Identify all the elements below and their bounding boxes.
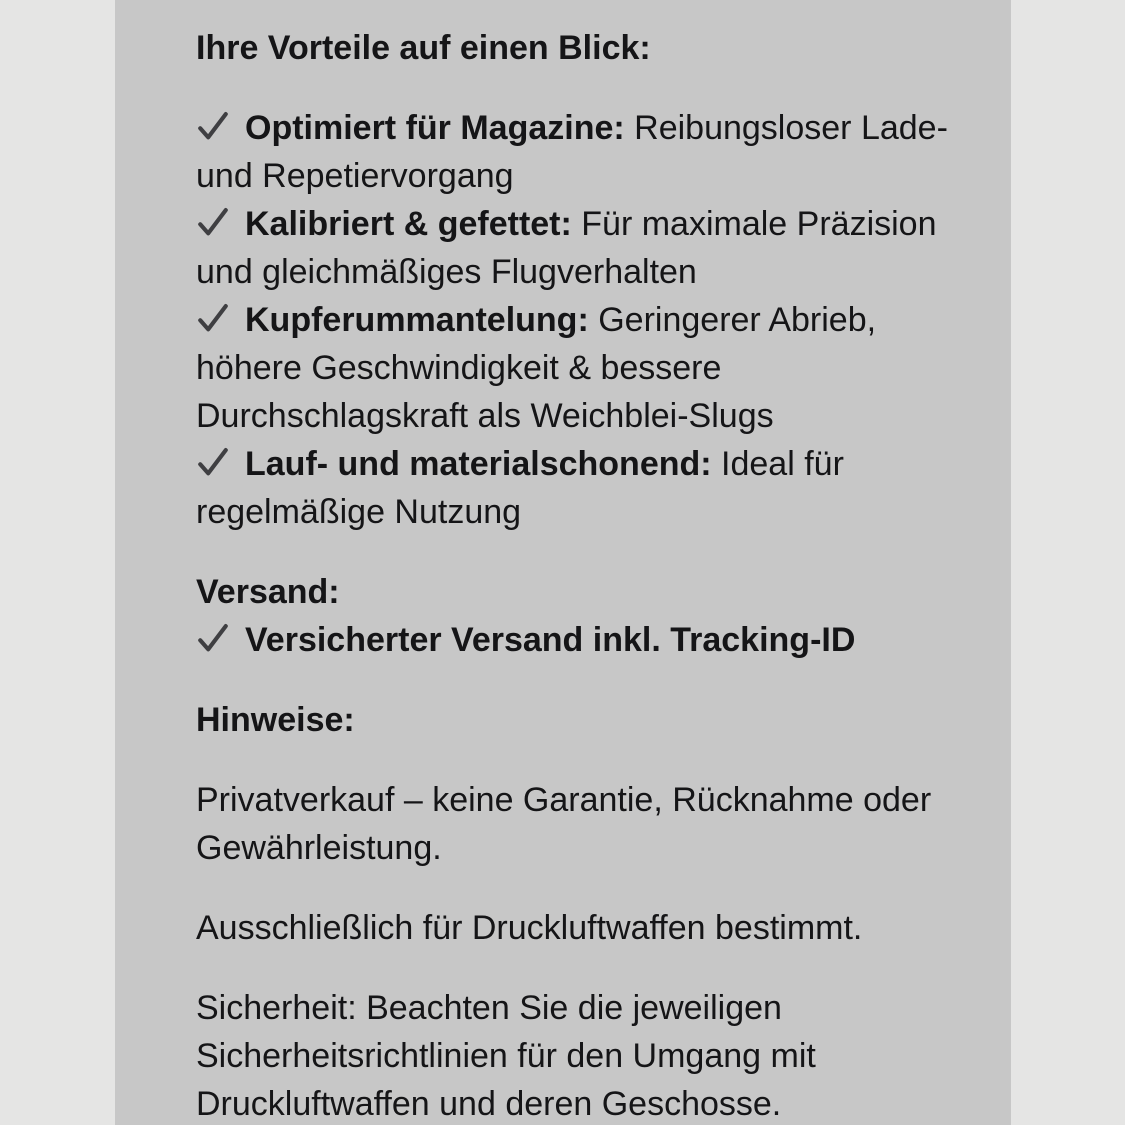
check-icon — [196, 109, 230, 143]
check-icon — [196, 301, 230, 335]
check-icon — [196, 205, 230, 239]
benefit-label: Kupferummantelung: — [245, 301, 589, 339]
benefit-label: Lauf- und materialschonend: — [245, 445, 712, 483]
note-paragraph: Sicherheit: Beachten Sie die jeweiligen Sicherheitsrichtlinien für den Umgang mit Druckluftwaffen und deren Geschosse. — [196, 989, 816, 1123]
benefit-label: Optimiert für Magazine: — [245, 109, 625, 147]
notes-heading: Hinweise: — [196, 701, 355, 739]
description-panel — [115, 0, 1011, 1125]
benefits-list — [196, 104, 976, 536]
check-icon — [196, 445, 230, 479]
shipping-section — [196, 568, 976, 664]
shipping-heading: Versand: — [196, 573, 340, 611]
benefit-text: Reibungsloser Lade- und Repetiervorgang — [196, 109, 948, 195]
benefit-text: Für maximale Präzision und gleichmäßiges Flugverhalten — [196, 205, 937, 291]
benefit-item — [196, 104, 976, 200]
benefit-item — [196, 440, 976, 536]
check-icon — [196, 621, 230, 655]
benefit-item — [196, 200, 976, 296]
note-paragraph: Ausschließlich für Druckluftwaffen bestimmt. — [196, 909, 863, 947]
note-paragraph: Privatverkauf – keine Garantie, Rücknahme oder Gewährleistung. — [196, 781, 932, 867]
shipping-bullet-label: Versicherter Versand inkl. Tracking-ID — [245, 621, 856, 659]
shipping-bullet — [196, 616, 976, 664]
benefit-text: Geringerer Abrieb, höhere Geschwindigkeit & bessere Durchschlagskraft als Weichblei-Slugs — [196, 301, 877, 435]
benefits-heading: Ihre Vorteile auf einen Blick: — [196, 29, 651, 67]
benefit-label: Kalibriert & gefettet: — [245, 205, 572, 243]
benefit-item — [196, 296, 976, 440]
benefit-text: Ideal für regelmäßige Nutzung — [196, 445, 844, 531]
